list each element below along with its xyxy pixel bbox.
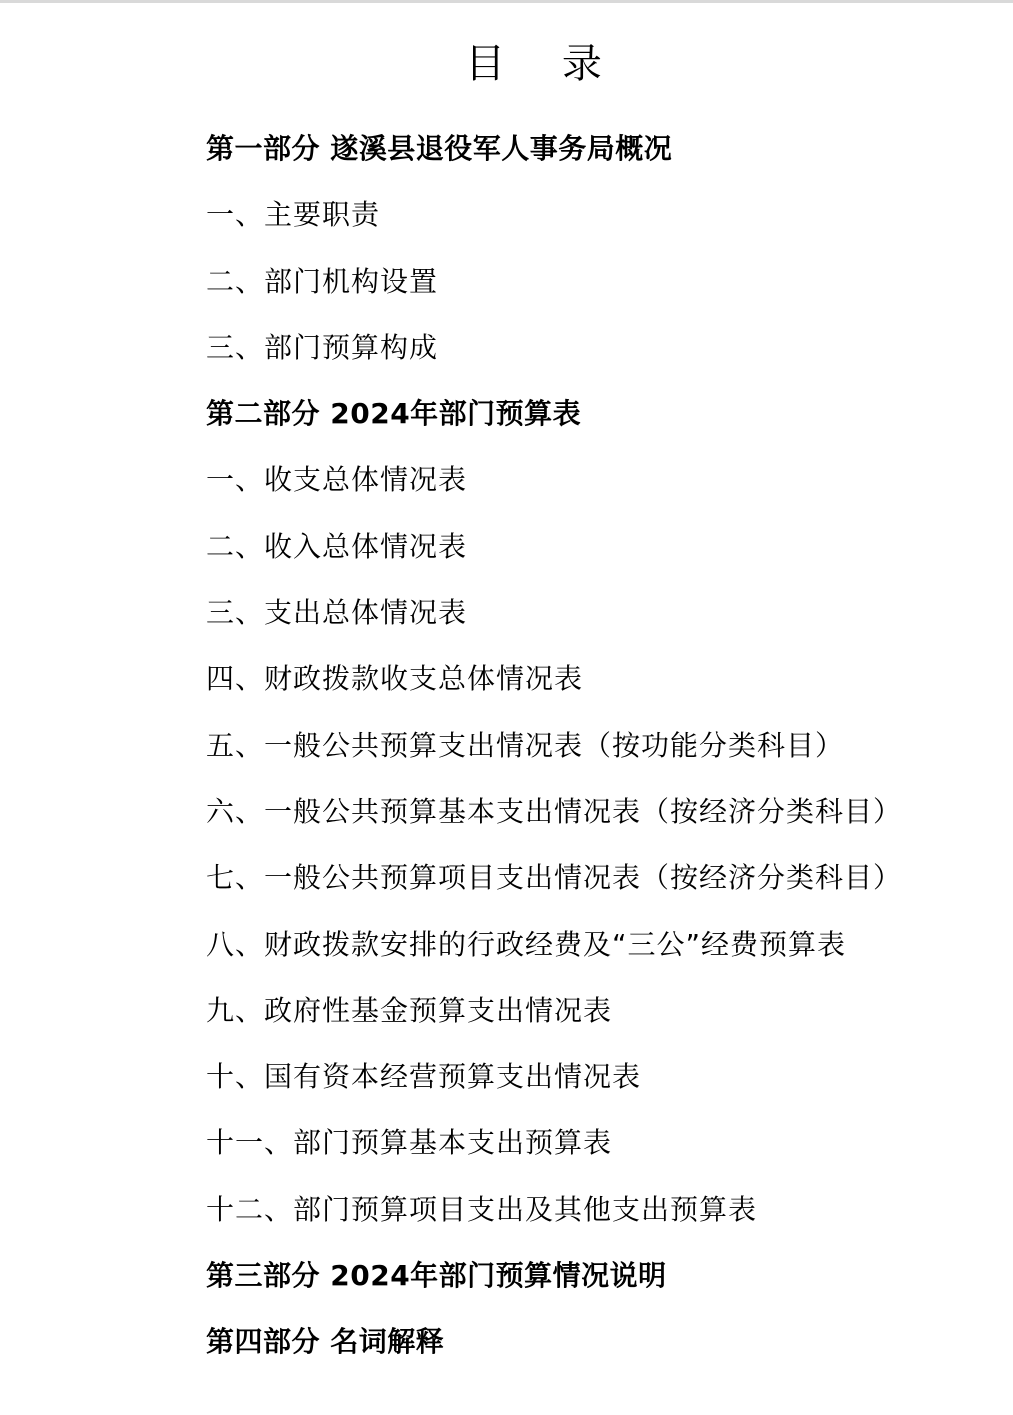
toc-entry: 五、一般公共预算支出情况表（按功能分类科目）	[206, 728, 845, 762]
toc-entry: 一、主要职责	[206, 198, 381, 232]
toc-entry: 十、国有资本经营预算支出情况表	[206, 1060, 642, 1094]
toc-entry: 六、一般公共预算基本支出情况表（按经济分类科目）	[206, 794, 903, 828]
toc-entry: 三、支出总体情况表	[206, 596, 468, 630]
toc-entry: 二、部门机构设置	[206, 264, 439, 298]
toc-entry: 九、政府性基金预算支出情况表	[206, 993, 613, 1027]
toc-part-4: 第四部分 名词解释	[206, 1325, 445, 1359]
toc-entry: 十二、部门预算项目支出及其他支出预算表	[206, 1192, 758, 1226]
toc-entry: 四、财政拨款收支总体情况表	[206, 662, 584, 696]
toc-entry: 十一、部门预算基本支出预算表	[206, 1126, 613, 1160]
toc-title: 目 录	[465, 41, 624, 87]
toc-part-3: 第三部分 2024年部门预算情况说明	[206, 1259, 667, 1293]
toc-entry: 二、收入总体情况表	[206, 529, 468, 563]
toc-entry: 一、收支总体情况表	[206, 463, 468, 497]
toc-entry: 三、部门预算构成	[206, 330, 439, 364]
toc-entry: 八、财政拨款安排的行政经费及“三公”经费预算表	[206, 927, 847, 961]
toc-part-1: 第一部分 遂溪县退役军人事务局概况	[206, 132, 673, 165]
toc-part-2: 第二部分 2024年部门预算表	[206, 397, 582, 431]
toc-entry: 七、一般公共预算项目支出情况表（按经济分类科目）	[206, 861, 903, 895]
toc-list	[206, 116, 996, 1376]
